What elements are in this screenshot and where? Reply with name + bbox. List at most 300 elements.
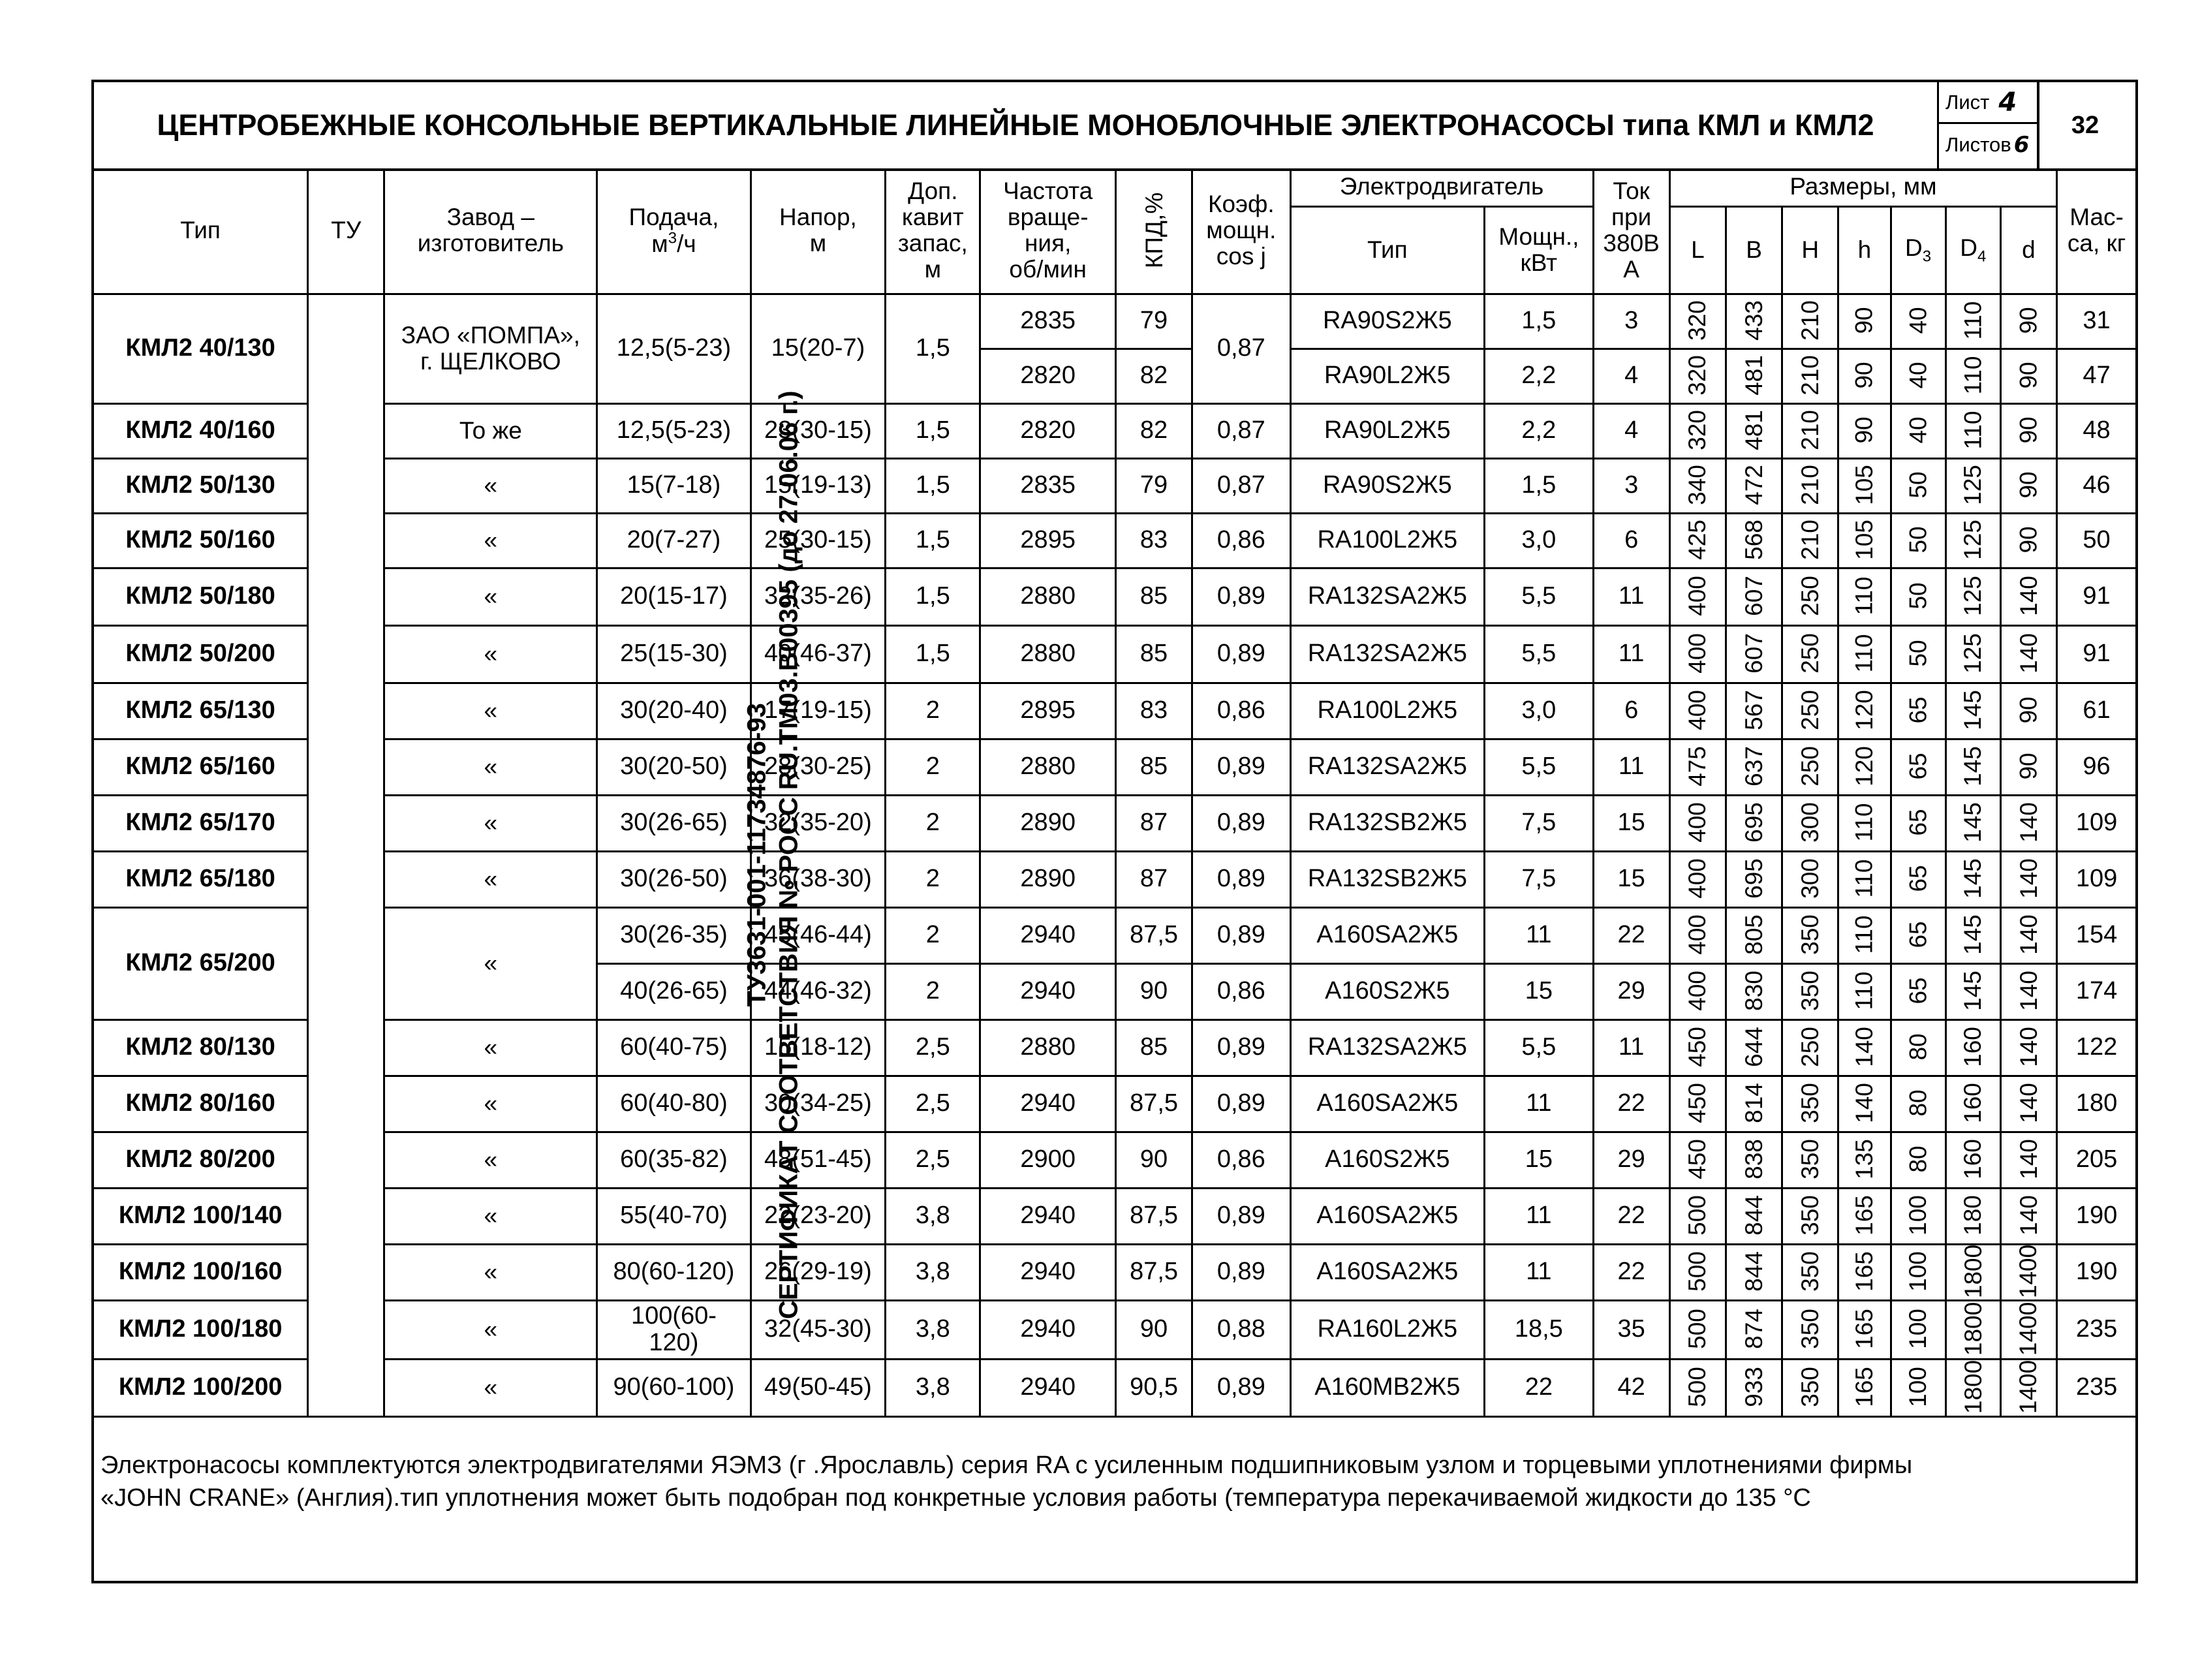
dim-value: 250 [1796,746,1823,787]
flow-cell: 30(20-50) [597,739,751,795]
dim-value: 1400 [2015,1360,2042,1414]
motor-type-cell: A160SA2Ж5 [1290,1076,1485,1132]
power-factor-cell: 0,89 [1192,851,1290,907]
pump-type-cell: КМЛ2 100/140 [94,1188,308,1244]
pump-type-cell: КМЛ2 80/130 [94,1019,308,1076]
flow-cell: 55(40-70) [597,1188,751,1244]
dim-value: 90 [1850,307,1878,335]
dim-b-cell [1726,294,1782,349]
dim-value: 40 [1904,307,1932,335]
dim-h-small-cell [1838,458,1891,513]
dim-value: 433 [1740,300,1767,341]
table-row [94,513,2135,568]
speed-cell: 2820 [980,403,1115,458]
motor-type-cell: RA132SA2Ж5 [1290,739,1485,795]
dim-value: 350 [1796,1139,1823,1180]
efficiency-cell: 87 [1115,851,1192,907]
flow-cell: 25(15-30) [597,625,751,683]
dim-value: 400 [1684,576,1711,617]
speed-cell: 2940 [980,907,1115,963]
speed-cell: 2940 [980,1244,1115,1300]
head-cell: 32(45-30) [751,1300,885,1359]
dim-value: 830 [1740,971,1767,1012]
motor-type-cell: RA132SA2Ж5 [1290,1019,1485,1076]
dim-value: 300 [1796,858,1823,899]
mass-cell: 235 [2057,1359,2135,1416]
motor-power-cell: 7,5 [1485,795,1593,851]
dim-value: 125 [1959,465,1987,506]
col-dim-l: L [1669,206,1726,294]
power-factor-cell: 0,88 [1192,1300,1290,1359]
dim-d-cell [2000,349,2056,403]
pump-type-cell: КМЛ2 65/160 [94,739,308,795]
dim-value: 450 [1684,1083,1711,1124]
dim-d4-cell [1945,458,2000,513]
dim-d-cell [2000,851,2056,907]
dim-l-cell [1669,294,1726,349]
dim-d3-cell [1891,568,1945,625]
flow-cell: 90(60-100) [597,1359,751,1416]
power-factor-cell: 0,87 [1192,458,1290,513]
mass-cell: 50 [2057,513,2135,568]
dim-b-cell [1726,1300,1782,1359]
table-row [94,851,2135,907]
dim-value: 340 [1684,465,1711,506]
dim-b-cell [1726,513,1782,568]
mass-cell: 190 [2057,1188,2135,1244]
flow-cell: 30(26-50) [597,851,751,907]
dim-l-cell [1669,349,1726,403]
dim-h-cell [1782,403,1838,458]
dim-h-cell [1782,1359,1838,1416]
dim-value: 210 [1796,465,1823,506]
head-cell: 48(51-45) [751,1132,885,1188]
motor-type-cell: A160SA2Ж5 [1290,907,1485,963]
current-cell: 15 [1593,795,1669,851]
dim-l-cell [1669,513,1726,568]
dim-d3-cell [1891,795,1945,851]
power-factor-cell: 0,89 [1192,1019,1290,1076]
motor-type-cell: RA132SB2Ж5 [1290,795,1485,851]
pump-type-cell: КМЛ2 100/200 [94,1359,308,1416]
dim-value: 50 [1904,582,1932,610]
dim-b-cell [1726,1076,1782,1132]
motor-type-cell: A160MB2Ж5 [1290,1359,1485,1416]
dim-value: 805 [1740,914,1767,956]
plant-cell: « [384,907,597,1019]
motor-power-cell: 11 [1485,1244,1593,1300]
dim-value: 874 [1740,1309,1767,1350]
dim-value: 140 [1850,1083,1878,1124]
plant-cell: « [384,1132,597,1188]
dim-value: 450 [1684,1027,1711,1068]
plant-cell: « [384,1300,597,1359]
col-speed: Частота враще- ния, об/мин [980,168,1115,294]
dim-value: 65 [1904,977,1932,1005]
dim-b-cell [1726,349,1782,403]
dim-h-small-cell [1838,795,1891,851]
mass-cell: 109 [2057,795,2135,851]
dim-value: 120 [1850,690,1878,731]
head-cell: 15(18-12) [751,1019,885,1076]
dim-h-small-cell [1838,739,1891,795]
dim-h-cell [1782,1188,1838,1244]
motor-power-cell: 1,5 [1485,294,1593,349]
sheet-value: 4 [1998,87,2017,117]
mass-cell: 31 [2057,294,2135,349]
pump-type-cell: КМЛ2 65/130 [94,683,308,739]
power-factor-cell: 0,89 [1192,1359,1290,1416]
table-row [94,458,2135,513]
dim-h-small-cell [1838,1076,1891,1132]
footnote [94,1416,2135,1565]
motor-type-cell: RA100L2Ж5 [1290,513,1485,568]
tu-vertical-text [741,391,805,1320]
table-row [94,683,2135,739]
dim-h-cell [1782,795,1838,851]
current-cell: 35 [1593,1300,1669,1359]
current-cell: 29 [1593,1132,1669,1188]
dim-value: 65 [1904,696,1932,724]
dim-h-cell [1782,1076,1838,1132]
dim-h-cell [1782,963,1838,1019]
dim-value: 210 [1796,300,1823,341]
motor-type-cell: RA90S2Ж5 [1290,294,1485,349]
tu-line-1: ТУ3631-001-11734876-93 [742,703,771,1007]
npsh-cell: 2 [886,963,980,1019]
col-plant: Завод – изготовитель [384,168,597,294]
dim-value: 65 [1904,753,1932,781]
speed-cell: 2940 [980,1188,1115,1244]
sheets-row [1939,124,2037,166]
dim-value: 40 [1904,362,1932,390]
dim-value: 320 [1684,355,1711,396]
dim-value: 300 [1796,802,1823,843]
col-dim-h: H [1782,206,1838,294]
motor-type-cell: RA90S2Ж5 [1290,458,1485,513]
current-cell: 11 [1593,568,1669,625]
current-cell: 6 [1593,683,1669,739]
speed-cell: 2890 [980,851,1115,907]
dim-d4-cell [1945,1359,2000,1416]
dim-value: 90 [2015,362,2042,390]
dim-d3-cell [1891,294,1945,349]
dim-value: 400 [1684,914,1711,956]
efficiency-cell: 87,5 [1115,1188,1192,1244]
dim-value: 140 [2015,1195,2042,1236]
dim-value: 135 [1850,1139,1878,1180]
dim-value: 80 [1904,1033,1932,1061]
dim-value: 90 [2015,696,2042,724]
speed-cell: 2835 [980,458,1115,513]
plant-cell: « [384,683,597,739]
speed-cell: 2940 [980,1300,1115,1359]
speed-cell: 2940 [980,1359,1115,1416]
dim-value: 110 [1850,576,1878,615]
table-row [94,625,2135,683]
dim-value: 110 [1850,803,1878,842]
dim-b-cell [1726,1188,1782,1244]
dim-h-cell [1782,1300,1838,1359]
dim-value: 695 [1740,858,1767,899]
plant-cell: « [384,458,597,513]
dim-value: 210 [1796,355,1823,396]
power-factor-cell: 0,89 [1192,739,1290,795]
pump-type-cell: КМЛ2 40/160 [94,403,308,458]
efficiency-cell: 90 [1115,1132,1192,1188]
dim-value: 160 [1959,1083,1987,1124]
dim-d4-cell [1945,625,2000,683]
mass-cell: 174 [2057,963,2135,1019]
dim-value: 140 [1850,1027,1878,1068]
dim-h-cell [1782,683,1838,739]
dim-value: 500 [1684,1367,1711,1408]
npsh-cell: 1,5 [886,458,980,513]
efficiency-cell: 87,5 [1115,1244,1192,1300]
motor-type-cell: RA90L2Ж5 [1290,349,1485,403]
dim-value: 145 [1959,690,1987,731]
dim-h-cell [1782,739,1838,795]
dim-l-cell [1669,403,1726,458]
dim-value: 350 [1796,1251,1823,1292]
flow-cell: 30(26-65) [597,795,751,851]
dim-value: 100 [1904,1309,1932,1350]
dim-l-cell [1669,625,1726,683]
plant-cell: То же [384,403,597,458]
npsh-cell: 3,8 [886,1359,980,1416]
dim-h-cell [1782,349,1838,403]
dim-value: 125 [1959,520,1987,561]
head-cell: 36(38-30) [751,851,885,907]
flow-cell: 100(60- 120) [597,1300,751,1359]
flow-cell: 20(7-27) [597,513,751,568]
dim-d3-cell [1891,1188,1945,1244]
efficiency-cell: 90,5 [1115,1359,1192,1416]
pump-spec-table [94,168,2135,1565]
dim-d-cell [2000,1132,2056,1188]
dim-value: 100 [1904,1195,1932,1236]
dim-d3-cell [1891,907,1945,963]
mass-cell: 205 [2057,1132,2135,1188]
flow-cell: 12,5(5-23) [597,294,751,403]
sheet-counter [1937,82,2039,168]
power-factor-cell: 0,89 [1192,1188,1290,1244]
dim-value: 568 [1740,520,1767,561]
speed-cell: 2880 [980,739,1115,795]
dim-h-small-cell [1838,683,1891,739]
pump-type-cell: КМЛ2 80/160 [94,1076,308,1132]
dim-value: 140 [2015,971,2042,1012]
mass-cell: 96 [2057,739,2135,795]
dim-d3-cell [1891,349,1945,403]
dim-value: 637 [1740,746,1767,787]
motor-power-cell: 2,2 [1485,349,1593,403]
col-dim-d3 [1891,206,1945,294]
speed-cell: 2940 [980,963,1115,1019]
motor-power-cell: 3,0 [1485,683,1593,739]
dim-h-cell [1782,625,1838,683]
head-cell: 28(30-25) [751,739,885,795]
dim-value: 100 [1904,1251,1932,1292]
dim-b-cell [1726,1019,1782,1076]
col-mass: Мас- са, кг [2057,168,2135,294]
npsh-cell: 1,5 [886,403,980,458]
motor-type-cell: A160S2Ж5 [1290,963,1485,1019]
dim-h-cell [1782,851,1838,907]
power-factor-cell: 0,89 [1192,1244,1290,1300]
col-type: Тип [94,168,308,294]
power-factor-cell: 0,86 [1192,963,1290,1019]
dim-d-cell [2000,963,2056,1019]
dim-value: 140 [2015,1083,2042,1124]
dim-d4-cell [1945,513,2000,568]
dim-value: 250 [1796,576,1823,617]
dim-d4-cell [1945,683,2000,739]
col-dim-d3-label: $D_3$ [1905,234,1932,266]
efficiency-cell: 85 [1115,1019,1192,1076]
pump-type-cell: КМЛ2 65/200 [94,907,308,1019]
npsh-cell: 2,5 [886,1132,980,1188]
power-factor-cell: 0,89 [1192,1076,1290,1132]
dim-l-cell [1669,1019,1726,1076]
dim-h-cell [1782,1132,1838,1188]
dim-value: 65 [1904,865,1932,893]
table-row [94,795,2135,851]
head-cell: 22(23-20) [751,1188,885,1244]
speed-cell: 2900 [980,1132,1115,1188]
mass-cell: 91 [2057,568,2135,625]
dim-value: 350 [1796,971,1823,1012]
dim-value: 814 [1740,1083,1767,1124]
pump-type-cell: КМЛ2 100/160 [94,1244,308,1300]
speed-cell: 2890 [980,795,1115,851]
table-row [94,294,2135,349]
pump-type-cell: КМЛ2 50/130 [94,458,308,513]
current-cell: 11 [1593,739,1669,795]
dim-value: 250 [1796,633,1823,674]
pump-type-cell: КМЛ2 80/200 [94,1132,308,1188]
dim-h-small-cell [1838,403,1891,458]
dim-d4-cell [1945,294,2000,349]
dim-value: 500 [1684,1195,1711,1236]
table-row [94,1188,2135,1244]
plant-cell: « [384,851,597,907]
col-dims-group: Размеры, мм [1669,168,2056,206]
dim-b-cell [1726,1244,1782,1300]
dim-d3-cell [1891,1300,1945,1359]
dim-d3-cell [1891,458,1945,513]
dim-value: 1800 [1959,1360,1987,1414]
col-motor-type: Тип [1290,206,1485,294]
table-row [94,1132,2135,1188]
col-flow [597,168,751,294]
dim-h-small-cell [1838,1300,1891,1359]
npsh-cell: 2 [886,739,980,795]
efficiency-cell: 87,5 [1115,907,1192,963]
sheets-value: 6 [2013,132,2030,158]
col-dim-d: d [2000,206,2056,294]
dim-value: 180 [1959,1195,1987,1236]
mass-cell: 109 [2057,851,2135,907]
dim-value: 90 [2015,471,2042,499]
dim-d4-cell [1945,1019,2000,1076]
dim-b-cell [1726,851,1782,907]
motor-type-cell: RA90L2Ж5 [1290,403,1485,458]
motor-power-cell: 11 [1485,907,1593,963]
dim-value: 400 [1684,690,1711,731]
dim-d4-cell [1945,795,2000,851]
motor-type-cell: RA132SA2Ж5 [1290,625,1485,683]
dim-value: 210 [1796,410,1823,451]
dim-l-cell [1669,1359,1726,1416]
power-factor-cell: 0,89 [1192,907,1290,963]
mass-cell: 190 [2057,1244,2135,1300]
current-cell: 6 [1593,513,1669,568]
head-cell: 15(19-13) [751,458,885,513]
dim-value: 105 [1850,465,1878,506]
dim-value: 165 [1850,1367,1878,1408]
mass-cell: 180 [2057,1076,2135,1132]
dim-b-cell [1726,1132,1782,1188]
npsh-cell: 1,5 [886,568,980,625]
head-cell: 40(46-37) [751,625,885,683]
dim-value: 210 [1796,520,1823,561]
dim-value: 50 [1904,640,1932,668]
plant-cell: « [384,625,597,683]
dim-b-cell [1726,683,1782,739]
col-efficiency [1115,168,1192,294]
motor-power-cell: 11 [1485,1188,1593,1244]
head-cell: 45(46-44) [751,907,885,963]
motor-type-cell: RA132SB2Ж5 [1290,851,1485,907]
dim-value: 607 [1740,576,1767,617]
sheet-row [1939,82,2037,124]
page-number: 32 [2071,111,2100,139]
dim-h-small-cell [1838,1359,1891,1416]
dim-d3-cell [1891,513,1945,568]
dim-d3-cell [1891,851,1945,907]
efficiency-cell: 83 [1115,513,1192,568]
dim-value: 1800 [1959,1245,1987,1299]
col-dim-h-small: h [1838,206,1891,294]
motor-type-cell: RA132SA2Ж5 [1290,568,1485,625]
footnote-line-2: «JOHN CRANE» (Англия).тип уплотнения может быть подобран под конкретные условия работы (температура перекачиваемой жидкости до 135 °С [101,1484,1811,1512]
speed-cell: 2835 [980,294,1115,349]
current-cell: 22 [1593,1188,1669,1244]
speed-cell: 2895 [980,683,1115,739]
dim-d-cell [2000,1019,2056,1076]
dim-d-cell [2000,294,2056,349]
dim-l-cell [1669,795,1726,851]
dim-value: 110 [1850,971,1878,1010]
dim-value: 120 [1850,746,1878,787]
power-factor-cell: 0,89 [1192,625,1290,683]
head-cell: 26(29-19) [751,1244,885,1300]
dim-value: 140 [2015,914,2042,956]
dim-h-small-cell [1838,963,1891,1019]
npsh-cell: 3,8 [886,1300,980,1359]
sheet-header [94,82,2135,171]
motor-power-cell: 2,2 [1485,403,1593,458]
flow-cell: 80(60-120) [597,1244,751,1300]
power-factor-cell: 0,89 [1192,568,1290,625]
npsh-cell: 1,5 [886,513,980,568]
mass-cell: 47 [2057,349,2135,403]
dim-value: 567 [1740,690,1767,731]
head-cell: 17(19-15) [751,683,885,739]
dim-value: 400 [1684,802,1711,843]
flow-cell: 30(20-40) [597,683,751,739]
